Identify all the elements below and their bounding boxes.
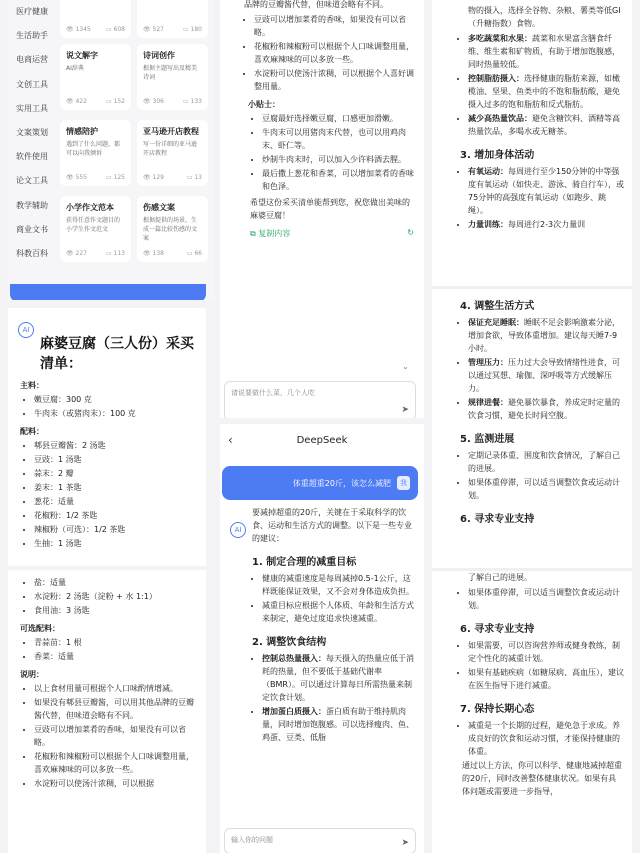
list-item: • 豆豉可以增加菜肴的香味，如果没有可以省略。	[34, 723, 196, 749]
like-count: ▭ 13	[186, 174, 202, 181]
list-item: • 如果体重停滞，可以适当调整饮食或运动计划。	[468, 586, 624, 612]
list-item: • 豆豉可以增加菜肴的香味，如果没有可以省略。	[254, 13, 414, 39]
list-item: • 豆豉：1 汤匙	[34, 453, 196, 466]
view-count: 👁 1345	[66, 26, 91, 33]
copy-button[interactable]: ⧉ 复制内容	[250, 229, 291, 238]
like-count: ▭ 125	[105, 174, 125, 181]
assistant-grid-panel	[8, 0, 214, 300]
list-item: • 花椒粉：1/2 茶匙	[34, 509, 196, 522]
list-item: • 花椒粉和辣椒粉可以根据个人口味调整用量，喜欢麻辣味的可以多放一些。	[34, 750, 196, 776]
section-heading: 4. 调整生活方式	[460, 301, 535, 312]
chevron-down-icon[interactable]: ⌄	[402, 362, 409, 371]
list-item: • 如果没有郫县豆瓣酱，可以用其他品牌的豆瓣酱代替，但味道会略有不同。	[34, 696, 196, 722]
list-item: • 食用油：3 汤匙	[34, 604, 196, 617]
notes-label: 说明：	[20, 670, 44, 679]
category-sidebar	[8, 0, 54, 300]
recipe-answer-panel	[8, 308, 206, 566]
chat-input[interactable]: 请说要做什么菜，几个人吃 ➤	[224, 381, 416, 418]
section-heading: 6. 寻求专业支持	[460, 514, 535, 525]
list-item: • 葱花：适量	[34, 495, 196, 508]
list-item: • 香菜：适量	[34, 650, 196, 663]
list-item: • 水淀粉：2 汤匙（淀粉 + 水 1:1）	[34, 590, 196, 603]
ai-avatar-icon: AI	[18, 322, 34, 338]
section-heading: 1. 制定合理的减重目标	[252, 557, 357, 568]
list-item: • 如果体重停滞，可以适当调整饮食或运动计划。	[468, 476, 624, 502]
assistant-card[interactable]: 情感陪护 遇到了什么问题，都可以向我倾诉 👁 555 ▭ 125	[60, 120, 131, 186]
view-count: 👁 129	[143, 174, 164, 181]
list-item: • 生抽：1 汤匙	[34, 537, 196, 550]
chat-title: DeepSeek	[296, 434, 348, 446]
list-item: • 郫县豆瓣酱：2 汤匙	[34, 439, 196, 452]
list-item: • 姜末：1 茶匙	[34, 481, 196, 494]
list-item: • 规律进餐：避免暴饮暴食，养成定时定量的饮食习惯，避免长时间空腹。	[468, 396, 624, 422]
section-heading: 3. 增加身体活动	[460, 150, 535, 161]
sidebar-item[interactable]: 软件使用	[16, 152, 48, 162]
list-item: • 牛肉末（或猪肉末）：100 克	[34, 407, 196, 420]
assistant-card[interactable]	[60, 0, 131, 38]
action-bar[interactable]	[10, 284, 206, 300]
view-count: 👁 422	[66, 98, 87, 105]
send-icon[interactable]: ➤	[401, 405, 409, 415]
list-item: • 多吃蔬菜和水果：蔬菜和水果富含膳食纤维、维生素和矿物质，有助于增加饱腹感，同时热量较低。	[468, 32, 624, 71]
view-count: 👁 138	[143, 250, 164, 257]
main-ingredients-label: 主料：	[20, 381, 44, 390]
chat-panel-recipe	[220, 0, 424, 418]
list-item: • 减少高热量饮品：避免含糖饮料、酒精等高热量饮品，多喝水或无糖茶。	[468, 112, 624, 138]
list-item: • 定期记录体重、围度和饮食情况，了解自己的进展。	[468, 449, 624, 475]
sidebar-item[interactable]: 电商运营	[16, 55, 48, 65]
sidebar-item[interactable]: 实用工具	[16, 103, 48, 113]
list-item: • 健康的减重速度是每周减掉0.5-1公斤，这样既能保证效果，又不会对身体造成负担。	[262, 572, 416, 598]
closing-text: 通过以上方法，你可以科学、健康地减掉超重的20斤，同时改善整体健康状况。如果有具体问题或需要进一步指导，	[462, 761, 622, 796]
assistant-card[interactable]	[137, 0, 208, 38]
list-item: • 力量训练：每周进行2-3次力量训	[468, 218, 624, 231]
list-item: • 减重是一个长期的过程，避免急于求成。养成良好的饮食和运动习惯，才能保持健康的体重。	[468, 719, 624, 758]
section-heading: 2. 调整饮食结构	[252, 637, 327, 648]
view-count: 👁 227	[66, 250, 87, 257]
tips-label: 小贴士：	[248, 100, 280, 109]
list-item: • 控制脂肪摄入：选择健康的脂肪来源，如橄榄油、坚果、鱼类中的不饱和脂肪酸，避免摄入过多的饱和脂肪和反式脂肪。	[468, 72, 624, 111]
list-item: • 牛肉末可以用猪肉末代替，也可以用鸡肉末、虾仁等。	[262, 126, 414, 152]
user-message: 体重超重20斤，该怎么减肥 我	[222, 466, 418, 500]
list-item: • 嫩豆腐：300 克	[34, 393, 196, 406]
list-item: • 管理压力：压力过大会导致情绪性进食，可以通过冥想、瑜伽、深呼吸等方式缓解压力。	[468, 356, 624, 395]
send-icon[interactable]: ➤	[401, 838, 409, 848]
list-item: • 最后撒上葱花和香菜，可以增加菜肴的香味和色泽。	[262, 167, 414, 193]
like-count: ▭ 152	[105, 98, 125, 105]
message-text: 要减掉超重的20斤，关键在于采取科学的饮食、运动和生活方式的调整。以下是一些专业的建议：	[252, 508, 412, 543]
chat-input[interactable]: 输入你的问题 ➤	[224, 828, 416, 853]
list-item: • 有氧运动：每周进行至少150分钟的中等强度有氧运动（如快走、游泳、骑自行车），或75分钟的高强度有氧运动（如跑步、跳绳）。	[468, 165, 624, 217]
assistant-card[interactable]: 说文解字 AI辞典 👁 422 ▭ 152	[60, 44, 131, 110]
article-panel-3	[432, 568, 632, 853]
list-item: • 以上食材用量可根据个人口味酌情增减。	[34, 682, 196, 695]
sidebar-item[interactable]: 科教百科	[16, 248, 48, 258]
view-count: 👁 555	[66, 174, 87, 181]
closing-text: 希望这份采买清单能帮到您，祝您做出美味的麻婆豆腐！	[250, 198, 410, 220]
like-count: ▭ 66	[186, 250, 202, 257]
view-count: 👁 306	[143, 98, 164, 105]
sidebar-item[interactable]: 文创工具	[16, 79, 48, 89]
sidebar-item[interactable]: 论文工具	[16, 176, 48, 186]
list-item: • 水淀粉可以使汤汁浓稠，可以根据	[34, 777, 196, 790]
like-count: ▭ 133	[182, 98, 202, 105]
assistant-card[interactable]: 亚马逊开店教程 写一份详细的亚马逊开店教程 👁 129 ▭ 13	[137, 120, 208, 186]
section-heading: 5. 监测进展	[460, 434, 515, 445]
sidebar-item[interactable]: 教学辅助	[16, 200, 48, 210]
list-item: • 保证充足睡眠：睡眠不足会影响激素分泌，增加食欲，导致体重增加。建议每天睡7-9小时。	[468, 316, 624, 355]
list-item: • 增加蛋白质摄入：蛋白质有助于维持肌肉量，同时增加饱腹感。可以选择瘦肉、鱼、鸡蛋、豆类、低脂	[262, 705, 416, 744]
sidebar-item[interactable]: 医疗健康	[16, 7, 48, 16]
section-heading: 7. 保持长期心态	[460, 704, 535, 715]
message-text: 物的摄入，选择全谷物、杂粮、薯类等低GI（升糖指数）食物。	[468, 6, 621, 28]
refresh-icon[interactable]: ↻	[407, 228, 414, 237]
assistant-card[interactable]: 诗词创作 根据主题写出及精美诗词 👁 306 ▭ 133	[137, 44, 208, 110]
list-item: • 水淀粉可以使汤汁浓稠，可以根据个人喜好调整用量。	[254, 67, 414, 93]
list-item: • 炒制牛肉末时，可以加入少许料酒去腥。	[262, 153, 414, 166]
sidebar-item[interactable]: 文案策划	[16, 127, 48, 137]
like-count: ▭ 113	[105, 250, 125, 257]
message-text: 了解自己的进展。	[468, 573, 532, 582]
like-count: ▭ 608	[105, 26, 125, 33]
view-count: 👁 527	[143, 26, 164, 33]
recipe-title: 麻婆豆腐（三人份）采买清单：	[40, 336, 194, 372]
list-item: • 辣椒粉（可选）：1/2 茶匙	[34, 523, 196, 536]
article-panel-1	[432, 0, 632, 286]
assistant-card[interactable]: 小学作文范本 获得任意作文题目的小学生作文范文 👁 227 ▭ 113	[60, 196, 131, 262]
back-icon[interactable]: ‹	[228, 433, 233, 447]
like-count: ▭ 180	[182, 26, 202, 33]
user-avatar: 我	[397, 476, 410, 490]
optional-label: 可选配料：	[20, 624, 60, 633]
sidebar-item[interactable]: 生活助手	[16, 31, 48, 41]
recipe-continued-panel	[8, 570, 206, 853]
list-item: • 花椒粉和辣椒粉可以根据个人口味调整用量，喜欢麻辣味的可以多放一些。	[254, 40, 414, 66]
side-ingredients-label: 配料：	[20, 427, 44, 436]
assistant-card[interactable]: 伤感文案 根据提供的场景，生成一篇比较伤感的文案 👁 138 ▭ 66	[137, 196, 208, 262]
sidebar-item[interactable]: 商业文书	[16, 224, 48, 234]
chat-panel-weightloss	[220, 424, 424, 853]
message-text: 品牌的豆瓣酱代替，但味道会略有不同。	[244, 0, 388, 9]
list-item: • 控制总热量摄入：每天摄入的热量应低于消耗的热量，但不要低于基础代谢率（BMR）。可以通过计算每日所需热量来制定饮食计划。	[262, 652, 416, 704]
list-item: • 如果需要，可以咨询营养师或健身教练，制定个性化的减重计划。	[468, 639, 624, 665]
list-item: • 盐：适量	[34, 576, 196, 589]
list-item: • 青蒜苗：1 根	[34, 636, 196, 649]
list-item: • 减重目标应根据个人体质、年龄和生活方式来制定，避免过度追求快速减重。	[262, 599, 416, 625]
section-heading: 6. 寻求专业支持	[460, 624, 535, 635]
article-panel-2	[432, 286, 632, 568]
list-item: • 豆腐最好选择嫩豆腐，口感更加滑嫩。	[262, 112, 414, 125]
list-item: • 蒜末：2 瓣	[34, 467, 196, 480]
nav-bar	[220, 424, 424, 456]
list-item: • 如果有基础疾病（如糖尿病、高血压），建议在医生指导下进行减重。	[468, 666, 624, 692]
ai-avatar-icon: AI	[230, 522, 246, 538]
